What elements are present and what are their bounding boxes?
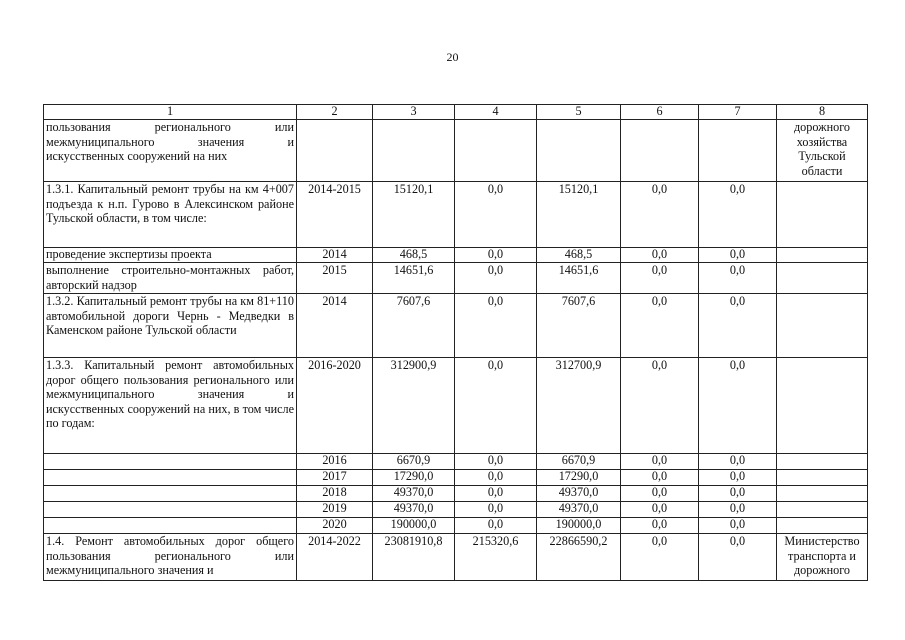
period-cell: 2020: [297, 518, 373, 534]
value-cell: 0,0: [699, 470, 777, 486]
column-header: 7: [699, 105, 777, 120]
value-cell: 6670,9: [373, 454, 455, 470]
activity-cell: 1.4. Ремонт автомобильных дорог общего пользования регионального или межмуниципального значения и: [44, 534, 297, 581]
value-cell: 0,0: [621, 454, 699, 470]
value-cell: 468,5: [537, 248, 621, 263]
value-cell: 0,0: [455, 502, 537, 518]
table-row: [44, 263, 868, 294]
executor-cell: дорожного хозяйства Тульской области: [777, 120, 868, 182]
value-cell: 49370,0: [537, 502, 621, 518]
executor-cell: [777, 248, 868, 263]
value-cell: 0,0: [699, 182, 777, 248]
activity-cell: 1.3.1. Капитальный ремонт трубы на км 4+007 подъезда к н.п. Гурово в Алексинском районе Тульской области, в том числе:: [44, 182, 297, 248]
value-cell: [373, 120, 455, 182]
table-row: [44, 182, 868, 248]
column-header: 4: [455, 105, 537, 120]
value-cell: 0,0: [621, 502, 699, 518]
table-row: [44, 358, 868, 454]
value-cell: 0,0: [699, 534, 777, 581]
value-cell: 0,0: [621, 294, 699, 358]
activity-cell: [44, 502, 297, 518]
value-cell: 0,0: [621, 534, 699, 581]
table-row: [44, 294, 868, 358]
value-cell: 312900,9: [373, 358, 455, 454]
activity-cell: [44, 518, 297, 534]
value-cell: 0,0: [455, 454, 537, 470]
executor-cell: [777, 454, 868, 470]
activity-cell: проведение экспертизы проекта: [44, 248, 297, 263]
period-cell: 2014-2015: [297, 182, 373, 248]
value-cell: 0,0: [455, 294, 537, 358]
table-row: [44, 470, 868, 486]
executor-cell: [777, 502, 868, 518]
column-header: 2: [297, 105, 373, 120]
program-table: [43, 104, 868, 581]
executor-cell: [777, 486, 868, 502]
value-cell: 0,0: [699, 518, 777, 534]
executor-cell: [777, 470, 868, 486]
period-cell: [297, 120, 373, 182]
column-header: 8: [777, 105, 868, 120]
value-cell: 14651,6: [373, 263, 455, 294]
executor-cell: [777, 263, 868, 294]
value-cell: 0,0: [699, 454, 777, 470]
value-cell: [699, 120, 777, 182]
value-cell: 0,0: [455, 263, 537, 294]
period-cell: 2018: [297, 486, 373, 502]
value-cell: 49370,0: [373, 486, 455, 502]
value-cell: 0,0: [621, 358, 699, 454]
value-cell: 215320,6: [455, 534, 537, 581]
value-cell: 0,0: [455, 182, 537, 248]
period-cell: 2015: [297, 263, 373, 294]
period-cell: 2019: [297, 502, 373, 518]
value-cell: 22866590,2: [537, 534, 621, 581]
value-cell: 14651,6: [537, 263, 621, 294]
activity-cell: выполнение строительно-монтажных работ, авторский надзор: [44, 263, 297, 294]
value-cell: 0,0: [455, 486, 537, 502]
value-cell: 7607,6: [537, 294, 621, 358]
value-cell: 0,0: [621, 518, 699, 534]
table-row: [44, 454, 868, 470]
header-row: [44, 105, 868, 120]
value-cell: 49370,0: [373, 502, 455, 518]
value-cell: 0,0: [455, 518, 537, 534]
value-cell: 0,0: [699, 358, 777, 454]
value-cell: 312700,9: [537, 358, 621, 454]
period-cell: 2014-2022: [297, 534, 373, 581]
period-cell: 2016-2020: [297, 358, 373, 454]
table-row: [44, 486, 868, 502]
value-cell: 0,0: [455, 358, 537, 454]
activity-cell: [44, 486, 297, 502]
value-cell: 0,0: [699, 248, 777, 263]
value-cell: [455, 120, 537, 182]
value-cell: 0,0: [621, 182, 699, 248]
value-cell: 0,0: [621, 263, 699, 294]
activity-cell: 1.3.3. Капитальный ремонт автомобильных дорог общего пользования регионального или межмуниципального значения и искусственных сооружений на них, в том числе по годам:: [44, 358, 297, 454]
value-cell: 190000,0: [537, 518, 621, 534]
period-cell: 2014: [297, 294, 373, 358]
executor-cell: [777, 294, 868, 358]
executor-cell: [777, 518, 868, 534]
value-cell: 0,0: [621, 248, 699, 263]
column-header: 3: [373, 105, 455, 120]
value-cell: 468,5: [373, 248, 455, 263]
column-header: 5: [537, 105, 621, 120]
page-number: 20: [446, 50, 459, 64]
column-header: 1: [44, 105, 297, 120]
executor-cell: [777, 182, 868, 248]
value-cell: 23081910,8: [373, 534, 455, 581]
value-cell: 0,0: [455, 470, 537, 486]
table-row: [44, 518, 868, 534]
value-cell: 15120,1: [537, 182, 621, 248]
value-cell: 49370,0: [537, 486, 621, 502]
period-cell: 2014: [297, 248, 373, 263]
value-cell: 190000,0: [373, 518, 455, 534]
executor-cell: Министерство транспорта и дорожного: [777, 534, 868, 581]
value-cell: 17290,0: [537, 470, 621, 486]
value-cell: 17290,0: [373, 470, 455, 486]
table-row: [44, 502, 868, 518]
value-cell: 0,0: [699, 294, 777, 358]
value-cell: 0,0: [621, 486, 699, 502]
table-row: [44, 120, 868, 182]
value-cell: 7607,6: [373, 294, 455, 358]
activity-cell: [44, 470, 297, 486]
activity-cell: пользования регионального или межмуниципального значения и искусственных сооружений на них: [44, 120, 297, 182]
value-cell: 0,0: [699, 486, 777, 502]
column-header: 6: [621, 105, 699, 120]
value-cell: [621, 120, 699, 182]
value-cell: 0,0: [699, 263, 777, 294]
value-cell: 0,0: [621, 470, 699, 486]
table-row: [44, 534, 868, 581]
table-row: [44, 248, 868, 263]
value-cell: 0,0: [455, 248, 537, 263]
value-cell: 0,0: [699, 502, 777, 518]
activity-cell: 1.3.2. Капитальный ремонт трубы на км 81+110 автомобильной дороги Чернь - Медведки в Каменском районе Тульской области: [44, 294, 297, 358]
activity-cell: [44, 454, 297, 470]
executor-cell: [777, 358, 868, 454]
value-cell: [537, 120, 621, 182]
value-cell: 6670,9: [537, 454, 621, 470]
value-cell: 15120,1: [373, 182, 455, 248]
period-cell: 2016: [297, 454, 373, 470]
period-cell: 2017: [297, 470, 373, 486]
